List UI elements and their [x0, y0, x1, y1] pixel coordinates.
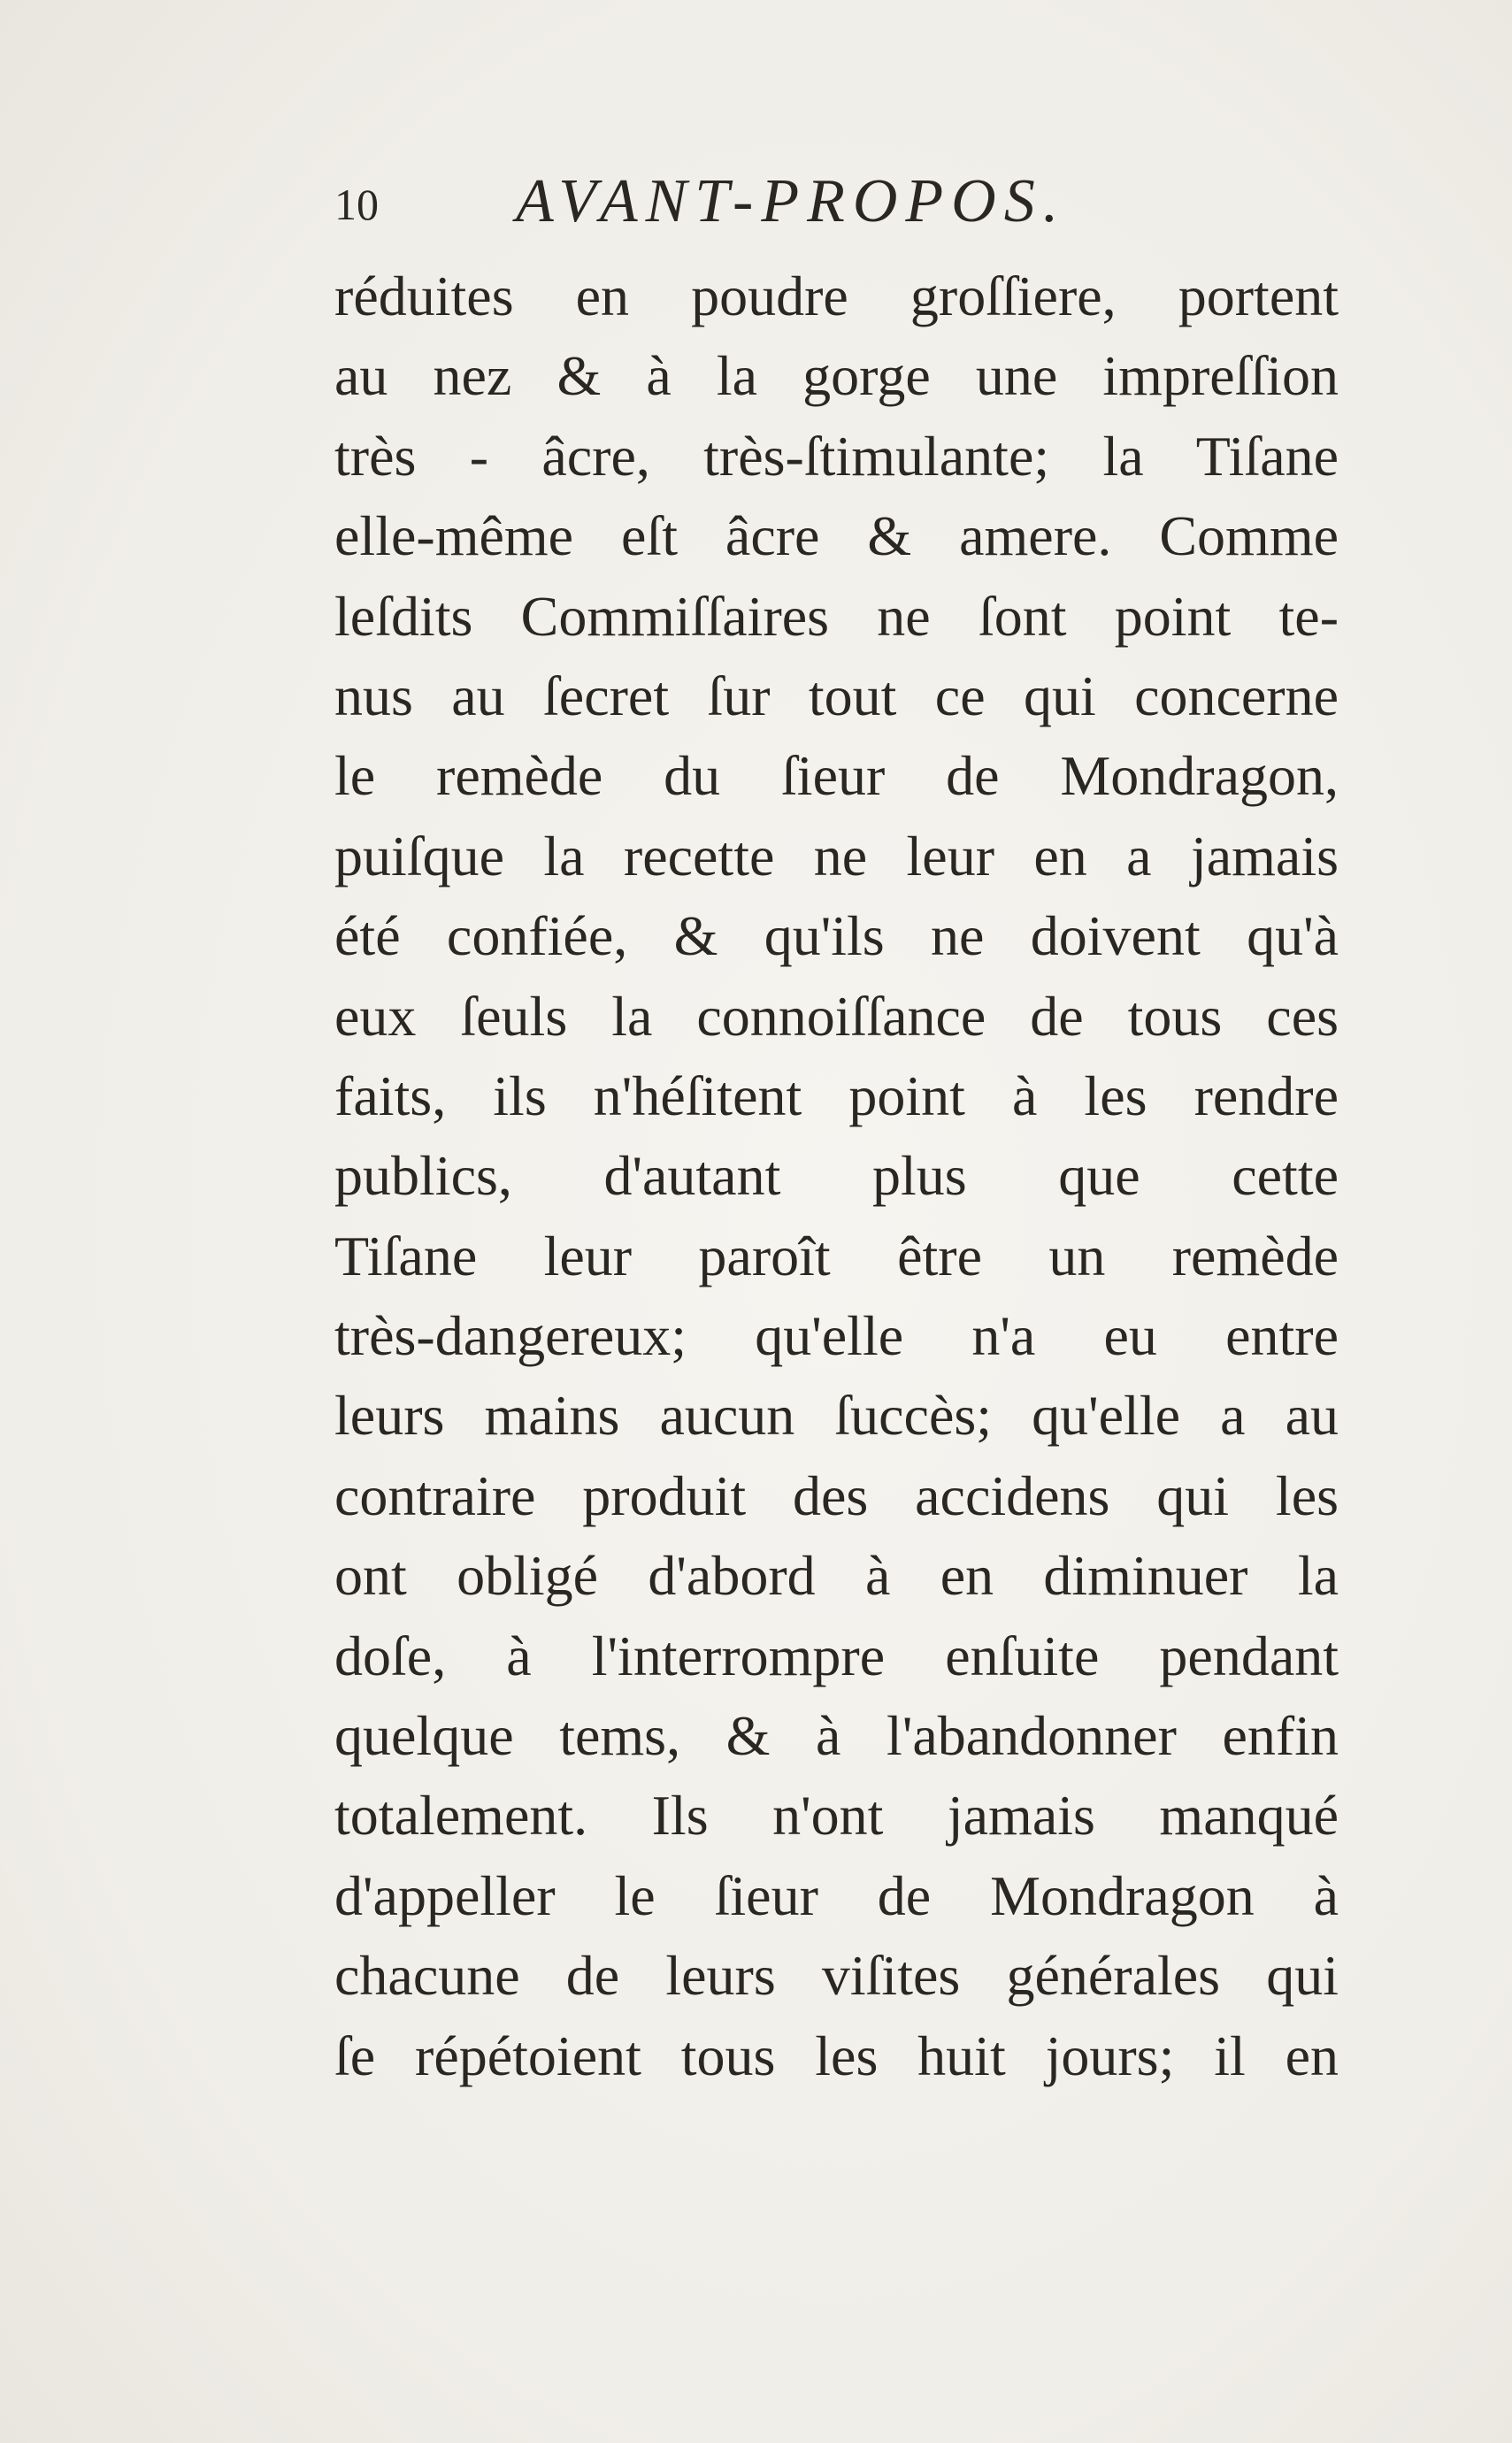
text-line: nus au ſecret ſur tout ce qui concerne	[334, 664, 1339, 727]
text-line: ſe répétoient tous les huit jours; il en	[334, 2024, 1339, 2087]
text-line: réduites en poudre groſſiere, portent	[334, 265, 1339, 327]
text-line: très-dangereux; qu'elle n'a eu entre	[334, 1304, 1339, 1368]
text-line: doſe, à l'interrompre enſuite pendant	[334, 1624, 1339, 1687]
text-line: très - âcre, très-ſtimulante; la Tiſane	[334, 424, 1339, 488]
text-line: été confiée, & qu'ils ne doivent qu'à	[334, 904, 1339, 968]
text-line: d'appeller le ſieur de Mondragon à	[334, 1863, 1339, 1927]
text-line: le remède du ſieur de Mondragon,	[334, 744, 1339, 808]
running-title: AVANT-PROPOS.	[516, 167, 1067, 235]
text-line: leurs mains aucun ſuccès; qu'elle a au	[334, 1384, 1339, 1448]
text-line: totalement. Ils n'ont jamais manqué	[334, 1784, 1339, 1848]
text-line: au nez & à la gorge une impreſſion	[334, 344, 1339, 408]
page-header	[334, 166, 1339, 246]
text-line: Tiſane leur paroît être un remède	[334, 1224, 1339, 1287]
text-line: elle-même eſt âcre & amere. Comme	[334, 504, 1339, 568]
text-line: contraire produit des accidens qui les	[334, 1463, 1339, 1527]
text-line: quelque tems, & à l'abandonner enfin	[334, 1704, 1339, 1768]
text-line: chacune de leurs viſites générales qui	[334, 1944, 1339, 2008]
page-number: 10	[334, 180, 379, 229]
body-text	[334, 257, 1339, 2096]
text-line: faits, ils n'héſitent point à les rendre	[334, 1064, 1339, 1127]
text-line: ont obligé d'abord à en diminuer la	[334, 1544, 1339, 1608]
text-line: publics, d'autant plus que cette	[334, 1144, 1339, 1208]
text-line: leſdits Commiſſaires ne ſont point te-	[334, 584, 1339, 648]
text-line: eux ſeuls la connoiſſance de tous ces	[334, 984, 1339, 1048]
text-line: puiſque la recette ne leur en a jamais	[334, 824, 1339, 887]
